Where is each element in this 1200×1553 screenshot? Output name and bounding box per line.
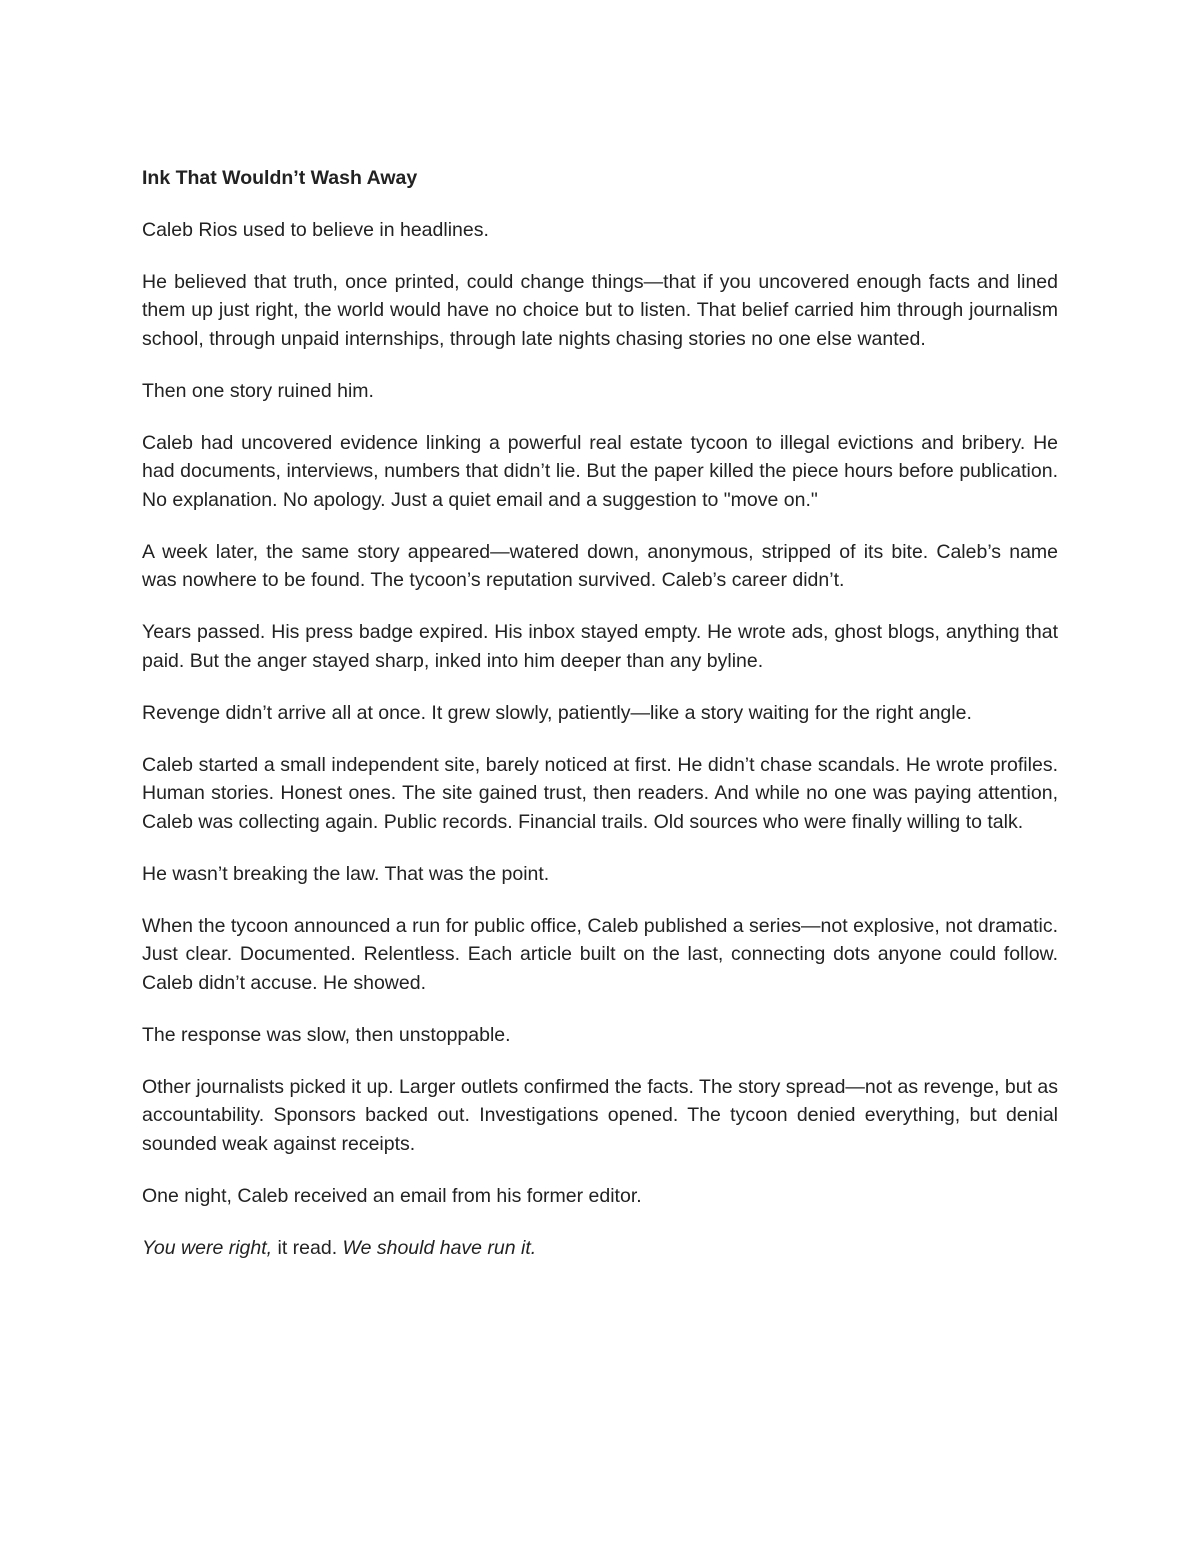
- final-line-plain: it read.: [272, 1236, 343, 1259]
- paragraph-4: Caleb had uncovered evidence linking a powerful real estate tycoon to illegal evictions and bribery. He had documents, interviews, numbers that didn’t lie. But the paper killed the piece hours before publication. No explanation. No apology. Just a quiet email and a suggestion to "move on.": [142, 431, 1058, 511]
- paragraph-10: When the tycoon announced a run for public office, Caleb published a series—not explosive, not dramatic. Just clear. Documented. Relentless. Each article built on the last, connecting dots anyone could follow. Caleb didn’t accuse. He showed.: [142, 914, 1058, 994]
- paragraph-7: Revenge didn’t arrive all at once. It grew slowly, patiently—like a story waiting for the right angle.: [142, 701, 972, 724]
- paragraph-9: He wasn’t breaking the law. That was the point.: [142, 862, 550, 885]
- final-line-italic-2: We should have run it.: [342, 1236, 537, 1259]
- story-title: Ink That Wouldn’t Wash Away: [142, 167, 418, 189]
- paragraph-11: The response was slow, then unstoppable.: [142, 1023, 511, 1046]
- final-line-italic-1: You were right,: [142, 1236, 273, 1259]
- paragraph-2: He believed that truth, once printed, could change things—that if you uncovered enough facts and lined them up just right, the world would have no choice but to listen. That belief carried him through journalism school, through unpaid internships, through late nights chasing stories no one else wanted.: [142, 270, 1058, 350]
- paragraph-13: One night, Caleb received an email from his former editor.: [142, 1184, 642, 1207]
- paragraph-1: Caleb Rios used to believe in headlines.: [142, 218, 489, 241]
- paragraph-5: A week later, the same story appeared—watered down, anonymous, stripped of its bite. Caleb’s name was nowhere to be found. The tycoon’s reputation survived. Caleb’s career didn’t.: [142, 540, 1058, 591]
- paragraph-12: Other journalists picked it up. Larger outlets confirmed the facts. The story spread—not as revenge, but as accountability. Sponsors backed out. Investigations opened. The tycoon denied everything, but denial sounded weak against receipts.: [142, 1075, 1058, 1155]
- paragraph-6: Years passed. His press badge expired. His inbox stayed empty. He wrote ads, ghost blogs, anything that paid. But the anger stayed sharp, inked into him deeper than any byline.: [142, 621, 1058, 672]
- document-body: [142, 164, 1058, 1286]
- paragraph-3: Then one story ruined him.: [142, 379, 374, 402]
- paragraph-8: Caleb started a small independent site, barely noticed at first. He didn’t chase scandals. He wrote profiles. Human stories. Honest ones. The site gained trust, then readers. And while no one was paying attention, Caleb was collecting again. Public records. Financial trails. Old sources who were finally willing to talk.: [142, 753, 1058, 833]
- final-line: [142, 1234, 1058, 1263]
